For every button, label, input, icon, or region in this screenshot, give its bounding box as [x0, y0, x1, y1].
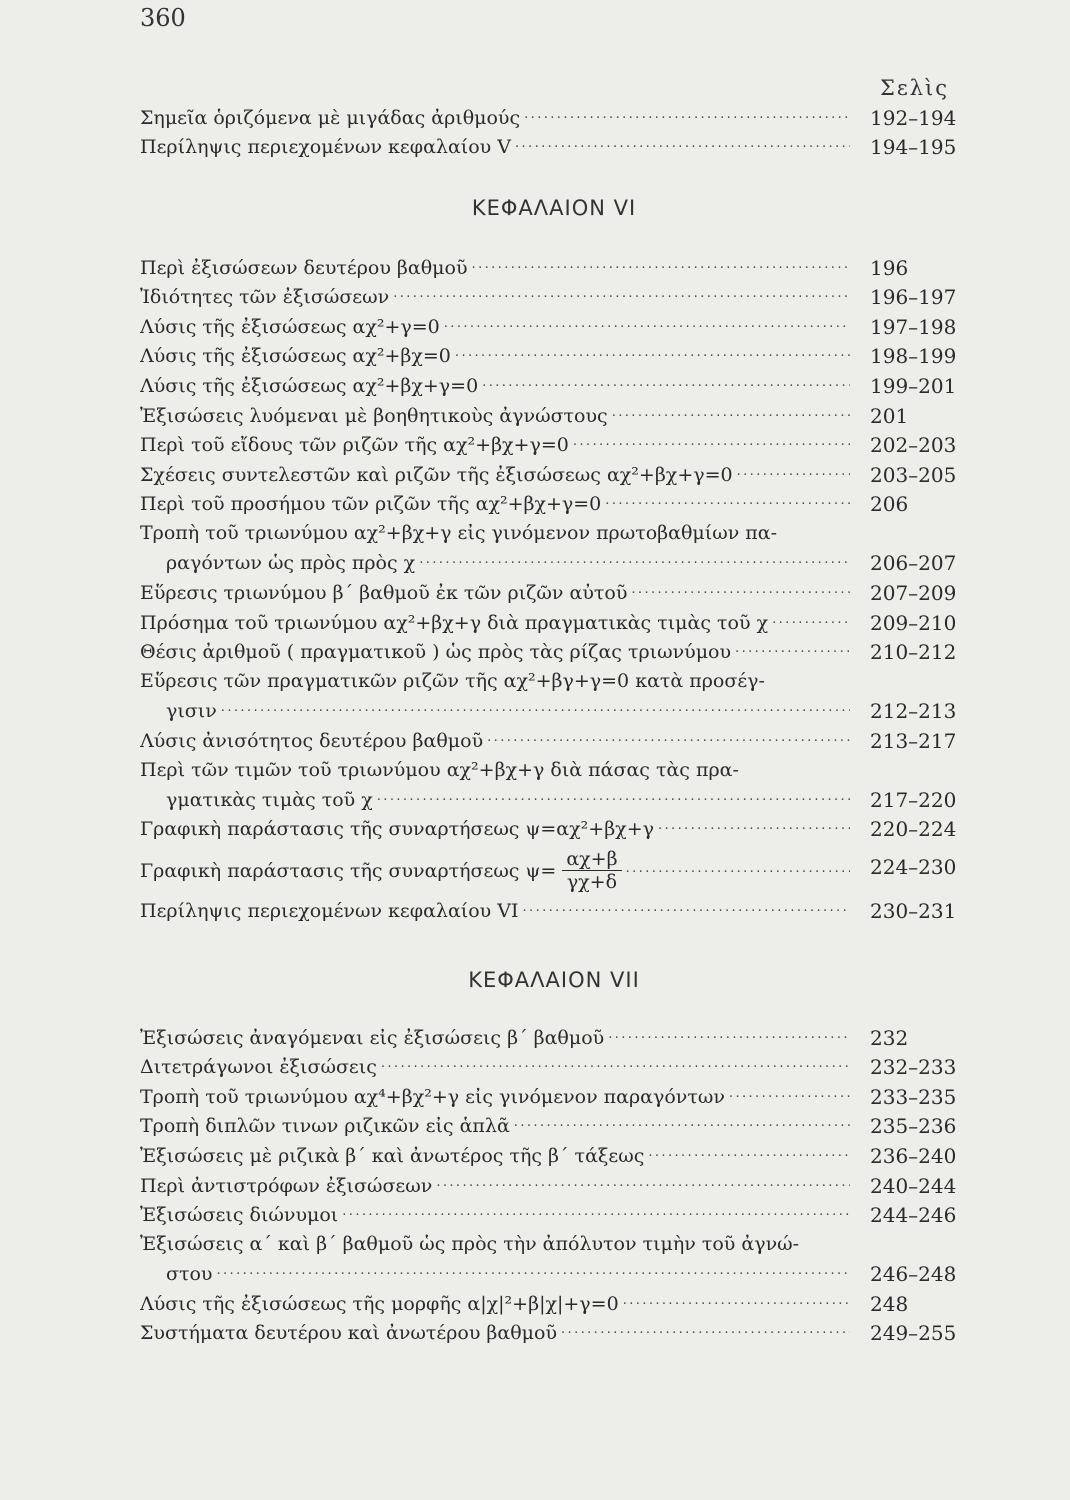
dot-leader: [342, 1200, 850, 1224]
toc-entry-pages: 249–255: [870, 1321, 957, 1346]
toc-entry-title: Λύσις τῆς ἐξισώσεως αχ²+βχ=0: [140, 345, 451, 368]
dot-leader: [216, 1259, 850, 1283]
dot-leader: [482, 371, 850, 395]
toc-entry: [140, 1079, 968, 1109]
toc-entry-title: Ἰδιότητες τῶν ἐξισώσεων: [140, 286, 390, 309]
toc-entry-title: Συστήματα δευτέρου καὶ ἀνωτέρου βαθμοῦ: [140, 1322, 558, 1345]
toc-entry: [140, 339, 968, 369]
toc-entry-pages: 196–197: [870, 285, 957, 310]
toc-entry-title: Περὶ ἀντιστρόφων ἐξισώσεων: [140, 1174, 433, 1197]
toc-entry-pages: 197–198: [870, 314, 957, 339]
toc-entry: [140, 812, 968, 842]
fraction: [562, 848, 621, 893]
toc-entry: [140, 457, 968, 487]
toc-entry-pages: 202–203: [870, 433, 957, 458]
toc-entry-pages: 217–220: [870, 787, 957, 812]
dot-leader: [605, 489, 850, 513]
toc-entry: [140, 516, 968, 575]
toc-entry-title: Λύσις τῆς ἐξισώσεως αχ²+γ=0: [140, 315, 440, 338]
dot-leader: [631, 578, 850, 602]
toc-entry-title: Θέσις ἀριθμοῦ ( πραγματικοῦ ) ὡς πρὸς τὰς ρίζας τριωνύμου: [140, 641, 732, 664]
toc-entry: [140, 1227, 968, 1286]
fraction-denominator: γχ+δ: [566, 871, 618, 894]
toc-entry: [140, 487, 968, 517]
toc-entry-pages: 201: [870, 403, 909, 428]
toc-entry-pages: 206: [870, 492, 909, 517]
dot-leader: [419, 548, 850, 572]
toc-entry: [140, 1316, 968, 1346]
toc-entry-pages: 246–248: [870, 1262, 957, 1287]
toc-entry: [140, 1138, 968, 1168]
dot-leader: [612, 401, 850, 425]
dot-leader: [221, 696, 850, 720]
pages-column-header: Σελὶς: [880, 76, 950, 100]
toc-entry-title: Λύσις τῆς ἐξισώσεως αχ²+βχ+γ=0: [140, 374, 479, 397]
toc-entry-title: Περὶ τοῦ εἴδους τῶν ριζῶν τῆς αχ²+βχ+γ=0: [140, 434, 569, 457]
toc-entry-title-line2: γισιν: [166, 700, 217, 723]
toc-entry-title: Γραφικὴ παράστασις τῆς συναρτήσεως ψ=αχ²+βχ+γ: [140, 818, 654, 841]
toc-entry-pages: 206–207: [870, 551, 957, 576]
dot-leader: [472, 253, 850, 277]
toc-entry-pages: 209–210: [870, 610, 957, 635]
dot-leader: [561, 1318, 850, 1342]
toc-entry-pages: 232–233: [870, 1055, 957, 1080]
toc-entry-pages: 232: [870, 1025, 909, 1050]
toc-entry-pages: 196: [870, 255, 909, 280]
dot-leader: [772, 608, 850, 632]
toc-entry-title: Σημεῖα ὁριζόμενα μὲ μιγάδας ἀριθμούς: [140, 106, 521, 129]
toc-entry-title-line1: Ἐξισώσεις α΄ καὶ β΄ βαθμοῦ ὡς πρὸς τὴν ἀπόλυτον τιμὴν τοῦ ἀγνώ-: [140, 1233, 800, 1256]
toc-section-top: [140, 100, 968, 159]
dot-leader: [737, 460, 850, 484]
toc-entry: [140, 130, 968, 160]
toc-entry-title: Περίληψις περιεχομένων κεφαλαίου V: [140, 136, 511, 159]
toc-entry-title: Ἐξισώσεις μὲ ριζικὰ β΄ καὶ ἀνωτέρος τῆς β΄ τάξεως: [140, 1144, 645, 1167]
toc-entry-title: Σχέσεις συντελεστῶν καὶ ριζῶν τῆς ἐξισώσεως αχ²+βχ+γ=0: [140, 463, 733, 486]
dot-leader: [573, 430, 850, 454]
toc-entry-title-line2: στου: [166, 1263, 213, 1286]
toc-entry: [140, 893, 968, 923]
toc-entry-title: Περὶ τοῦ προσήμου τῶν ριζῶν τῆς αχ²+βχ+γ=0: [140, 493, 602, 516]
toc-entry-title: Εὕρεσις τριωνύμου β΄ βαθμοῦ ἐκ τῶν ριζῶν αὐτοῦ: [140, 581, 628, 604]
toc-entry-title: Γραφικὴ παράστασις τῆς συναρτήσεως ψ=: [140, 859, 557, 882]
toc-entry: [140, 368, 968, 398]
toc-entry-title-line2: ραγόντων ὡς πρὸς πρὸς χ: [166, 552, 416, 575]
toc-entry-title: Τροπὴ διπλῶν τινων ριζικῶν εἰς ἁπλᾶ: [140, 1115, 510, 1138]
toc-entry-pages: 199–201: [870, 373, 957, 398]
toc-entry: [140, 280, 968, 310]
toc-entry-pages: 213–217: [870, 728, 957, 753]
toc-entry-pages: 207–209: [870, 580, 957, 605]
chapter-heading-6: ΚΕΦΑΛΑΙΟΝ VI: [471, 196, 637, 220]
toc-entry: [140, 723, 968, 753]
toc-entry-pages: 230–231: [870, 898, 957, 923]
toc-entry-pages: 236–240: [870, 1143, 957, 1168]
toc-entry: [140, 1198, 968, 1228]
toc-entry: [140, 605, 968, 635]
toc-entry-title: Περὶ ἐξισώσεων δευτέρου βαθμοῦ: [140, 256, 468, 279]
toc-section-chapter-6: [140, 250, 968, 923]
toc-entry-pages: 220–224: [870, 817, 957, 842]
toc-entry: [140, 398, 968, 428]
toc-entry: [140, 1168, 968, 1198]
dot-leader: [455, 341, 850, 365]
dot-leader: [377, 785, 850, 809]
toc-entry: [140, 664, 968, 723]
page-number: 360: [140, 4, 186, 32]
toc-entry: [140, 309, 968, 339]
fraction-numerator: αχ+β: [562, 848, 621, 871]
toc-entry-title: Πρόσημα τοῦ τριωνύμου αχ²+βχ+γ διὰ πραγματικὰς τιμὰς τοῦ χ: [140, 611, 769, 634]
toc-entry-title: Ἐξισώσεις λυόμεναι μὲ βοηθητικοὺς ἀγνώστους: [140, 404, 608, 427]
toc-entry: [140, 575, 968, 605]
toc-entry-pages: 244–246: [870, 1203, 957, 1228]
dot-leader: [524, 103, 850, 127]
toc-entry-pages: 203–205: [870, 462, 957, 487]
toc-entry-title: Λύσις τῆς ἐξισώσεως τῆς μορφῆς α|χ|²+β|χ|+γ=0: [140, 1292, 619, 1315]
toc-entry-title-line1: Τροπὴ τοῦ τριωνύμου αχ²+βχ+γ εἰς γινόμενον πρωτοβαθμίων πα-: [140, 522, 778, 545]
toc-entry-title: Ἐξισώσεις διώνυμοι: [140, 1204, 339, 1227]
toc-entry: [140, 753, 968, 812]
toc-entry-title: Περίληψις περιεχομένων κεφαλαίου VI: [140, 899, 519, 922]
dot-leader: [523, 896, 851, 920]
dot-leader: [648, 1141, 850, 1165]
toc-entry-pages: 224–230: [870, 855, 957, 880]
toc-entry-pages: 240–244: [870, 1173, 957, 1198]
toc-entry-pages: 192–194: [870, 105, 957, 130]
dot-leader: [393, 282, 850, 306]
toc-entry-pages: 235–236: [870, 1114, 957, 1139]
dot-leader: [515, 132, 850, 156]
toc-entry: [140, 635, 968, 665]
toc-entry: [140, 841, 968, 893]
toc-entry: [140, 1109, 968, 1139]
toc-entry-pages: 212–213: [870, 699, 957, 724]
toc-section-chapter-7: [140, 1020, 968, 1345]
toc-entry-title: Τροπὴ τοῦ τριωνύμου αχ⁴+βχ²+γ εἰς γινόμενον παραγόντων: [140, 1085, 725, 1108]
dot-leader: [626, 857, 850, 881]
dot-leader: [381, 1052, 850, 1076]
dot-leader: [623, 1289, 850, 1313]
toc-entry: [140, 1286, 968, 1316]
dot-leader: [444, 312, 850, 336]
dot-leader: [735, 637, 850, 661]
dot-leader: [658, 814, 850, 838]
toc-entry-pages: 248: [870, 1291, 909, 1316]
dot-leader: [729, 1082, 850, 1106]
toc-entry-pages: 210–212: [870, 640, 957, 665]
toc-entry: [140, 428, 968, 458]
toc-entry-pages: 233–235: [870, 1084, 957, 1109]
chapter-heading-7: ΚΕΦΑΛΑΙΟΝ VII: [468, 968, 640, 992]
toc-entry-pages: 198–199: [870, 344, 957, 369]
toc-entry-title: Ἐξισώσεις ἀναγόμεναι εἰς ἐξισώσεις β΄ βαθμοῦ: [140, 1026, 605, 1049]
dot-leader: [487, 726, 850, 750]
dot-leader: [436, 1171, 850, 1195]
dot-leader: [608, 1023, 850, 1047]
toc-entry: [140, 1050, 968, 1080]
toc-entry: [140, 1020, 968, 1050]
dot-leader: [514, 1111, 850, 1135]
toc-entry-title: Λύσις ἀνισότητος δευτέρου βαθμοῦ: [140, 729, 484, 752]
toc-entry: [140, 100, 968, 130]
toc-entry: [140, 250, 968, 280]
toc-entry-title-line1: Περὶ τῶν τιμῶν τοῦ τριωνύμου αχ²+βχ+γ διὰ πάσας τὰς πρα-: [140, 758, 739, 781]
toc-entry-title-line2: γματικὰς τιμὰς τοῦ χ: [166, 788, 373, 811]
toc-entry-title-line1: Εὕρεσις τῶν πραγματικῶν ριζῶν τῆς αχ²+βγ+γ=0 κατὰ προσέγ-: [140, 670, 765, 693]
toc-entry-title: Διτετράγωνοι ἐξισώσεις: [140, 1056, 377, 1079]
toc-entry-pages: 194–195: [870, 135, 957, 160]
